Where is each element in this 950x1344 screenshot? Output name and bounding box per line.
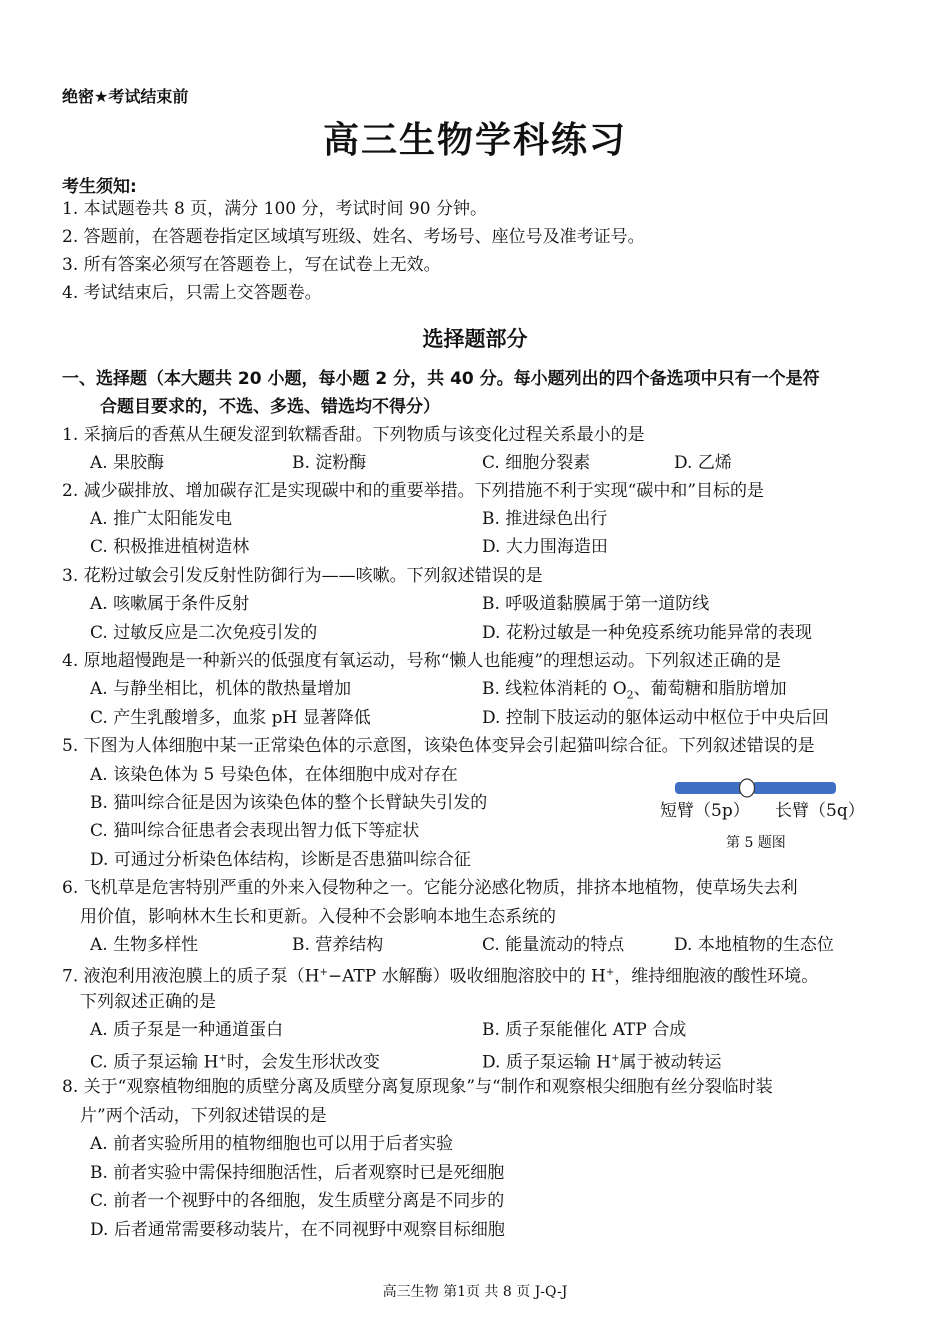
q7-option-c (90, 1045, 380, 1077)
subscript: 2 (626, 688, 634, 702)
q6-option-a: A. 生物多样性 (90, 935, 199, 955)
q6-option-d: D. 本地植物的生态位 (674, 935, 834, 955)
q5-option-b: B. 猫叫综合征是因为该染色体的整个长臂缺失引发的 (90, 793, 488, 813)
part-heading-line2: 合题目要求的，不选、多选、错选均不得分） (100, 397, 440, 417)
q7-option-c-text-rest: 时，会发生形状改变 (226, 1052, 380, 1073)
question-5-stem: 5. 下图为人体细胞中某一正常染色体的示意图，该染色体变异会引起猫叫综合征。下列叙述错误的是 (62, 736, 815, 756)
part-heading-line1: 一、选择题（本大题共 20 小题，每小题 2 分，共 40 分。每小题列出的四个备选项中只有一个是符 (62, 369, 820, 389)
q2-option-b: B. 推进绿色出行 (482, 509, 608, 529)
superscript: + (605, 967, 615, 978)
q8-option-d: D. 后者通常需要移动装片，在不同视野中观察目标细胞 (90, 1220, 505, 1240)
question-4-stem: 4. 原地超慢跑是一种新兴的低强度有氧运动，号称“懒人也能瘦”的理想运动。下列叙述正确的是 (62, 651, 782, 671)
q4-option-d: D. 控制下肢运动的躯体运动中枢位于中央后回 (482, 708, 829, 728)
q7-stem-part2: −ATP 水解酶）吸收细胞溶胶中的 H (327, 966, 606, 987)
q4-option-b-text: B. 线粒体消耗的 O (482, 679, 627, 699)
short-arm-shape (675, 782, 745, 794)
centromere-shape (740, 779, 755, 797)
question-3-stem: 3. 花粉过敏会引发反射性防御行为——咳嗽。下列叙述错误的是 (62, 566, 543, 586)
q5-option-d: D. 可通过分析染色体结构，诊断是否患猫叫综合征 (90, 850, 471, 870)
q4-option-b-text-rest: 、葡萄糖和脂肪增加 (633, 679, 787, 699)
q7-option-d (482, 1045, 721, 1077)
q2-option-d: D. 大力围海造田 (482, 537, 608, 557)
q7-stem-part1: 7. 液泡利用液泡膜上的质子泵（H (62, 966, 320, 987)
q1-option-b: B. 淀粉酶 (292, 453, 367, 473)
q2-option-c: C. 积极推进植树造林 (90, 537, 250, 557)
long-arm-shape (752, 782, 836, 794)
q6-option-c: C. 能量流动的特点 (482, 935, 625, 955)
q5-option-a: A. 该染色体为 5 号染色体，在体细胞中成对存在 (90, 765, 458, 785)
section-title: 选择题部分 (422, 327, 528, 351)
q7-option-d-text: D. 质子泵运输 H (482, 1052, 612, 1073)
question-6-stem-line1: 6. 飞机草是危害特别严重的外来入侵物种之一。它能分泌感化物质，排挤本地植物，使草场失去利 (62, 878, 798, 898)
q1-option-c: C. 细胞分裂素 (482, 453, 591, 473)
confidential-label: 绝密★考试结束前 (62, 87, 189, 106)
notice-item: 2. 答题前，在答题卷指定区域填写班级、姓名、考场号、座位号及准考证号。 (62, 227, 645, 247)
q5-option-c: C. 猫叫综合征患者会表现出智力低下等症状 (90, 821, 420, 841)
q8-option-b: B. 前者实验中需保持细胞活性，后者观察时已是死细胞 (90, 1163, 505, 1183)
question-7-stem-line2: 下列叙述正确的是 (80, 992, 216, 1012)
q3-option-d: D. 花粉过敏是一种免疫系统功能异常的表现 (482, 623, 812, 643)
q7-option-d-text-rest: 属于被动转运 (619, 1052, 722, 1073)
notice-item: 3. 所有答案必须写在答题卷上，写在试卷上无效。 (62, 255, 441, 275)
q4-option-a: A. 与静坐相比，机体的散热量增加 (90, 679, 352, 699)
q6-option-b: B. 营养结构 (292, 935, 384, 955)
q7-option-b: B. 质子泵能催化 ATP 合成 (482, 1020, 687, 1040)
superscript: + (611, 1053, 620, 1064)
q1-option-a: A. 果胶酶 (90, 453, 165, 473)
superscript: + (218, 1053, 227, 1064)
question-7-stem-line1 (62, 959, 818, 991)
page-title: 高三生物学科练习 (322, 119, 627, 161)
q8-option-c: C. 前者一个视野中的各细胞，发生质壁分离是不同步的 (90, 1191, 505, 1211)
q1-option-d: D. 乙烯 (674, 453, 732, 473)
question-2-stem: 2. 减少碳排放、增加碳存汇是实现碳中和的重要举措。下列措施不利于实现“碳中和”目标的是 (62, 481, 765, 501)
q2-option-a: A. 推广太阳能发电 (90, 509, 233, 529)
long-arm-label: 长臂（5q） (775, 801, 865, 821)
q7-option-c-text: C. 质子泵运输 H (90, 1052, 219, 1073)
q3-option-a: A. 咳嗽属于条件反射 (90, 594, 250, 614)
q3-option-c: C. 过敏反应是二次免疫引发的 (90, 623, 318, 643)
figure-caption: 第 5 题图 (726, 835, 786, 851)
notice-heading: 考生须知: (62, 177, 137, 197)
q8-option-a: A. 前者实验所用的植物细胞也可以用于后者实验 (90, 1134, 454, 1154)
page-footer: 高三生物 第1页 共 8 页 J-Q-J (382, 1284, 568, 1300)
question-1-stem: 1. 采摘后的香蕉从生硬发涩到软糯香甜。下列物质与该变化过程关系最小的是 (62, 425, 645, 445)
q7-stem-part3: ，维持细胞液的酸性环境。 (614, 966, 819, 987)
q4-option-c: C. 产生乳酸增多，血浆 pH 显著降低 (90, 708, 371, 728)
notice-item: 4. 考试结束后，只需上交答题卷。 (62, 283, 322, 303)
notice-item: 1. 本试题卷共 8 页，满分 100 分，考试时间 90 分钟。 (62, 199, 487, 219)
question-8-stem-line2: 片”两个活动，下列叙述错误的是 (80, 1106, 327, 1126)
question-6-stem-line2: 用价值，影响林木生长和更新。入侵种不会影响本地生态系统的 (80, 907, 556, 927)
short-arm-label: 短臂（5p） (660, 801, 750, 821)
question-8-stem-line1: 8. 关于“观察植物细胞的质壁分离及质壁分离复原现象”与“制作和观察根尖细胞有丝分裂临时装 (62, 1077, 773, 1097)
superscript: + (319, 967, 328, 978)
q7-option-a: A. 质子泵是一种通道蛋白 (90, 1020, 284, 1040)
q3-option-b: B. 呼吸道黏膜属于第一道防线 (482, 594, 710, 614)
